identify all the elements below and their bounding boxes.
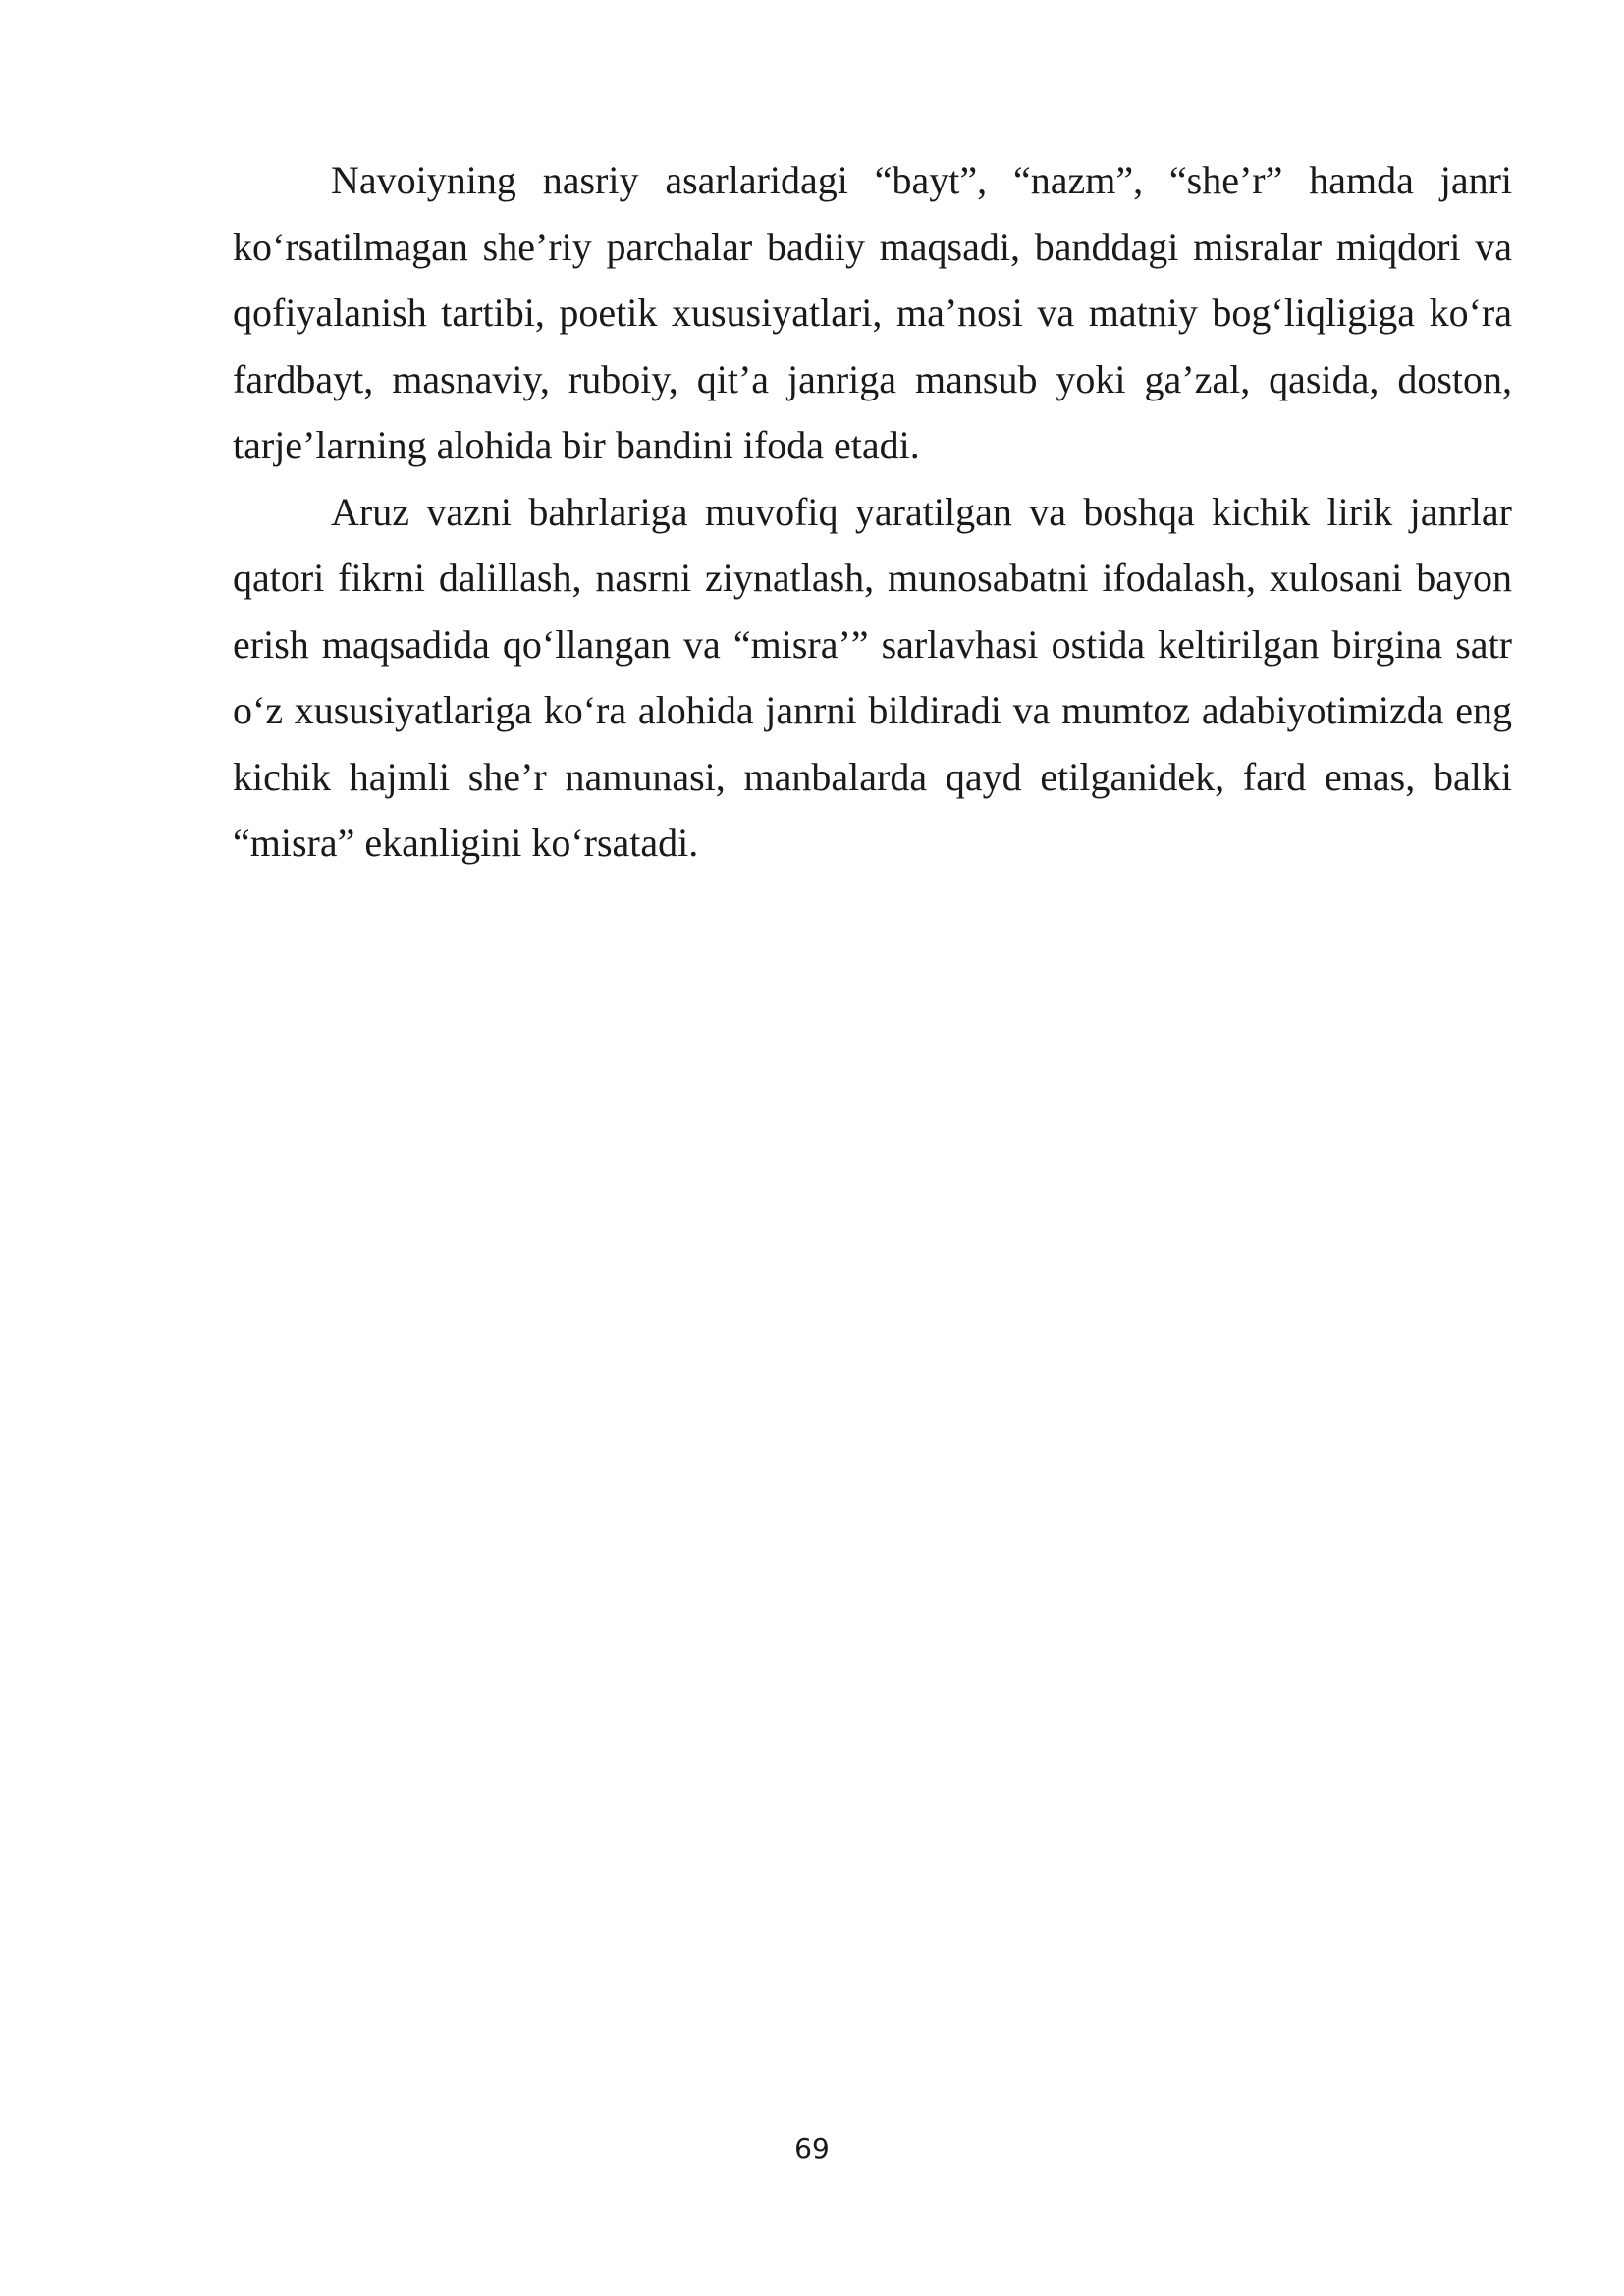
paragraph: Navoiyning nasriy asarlaridagi “bayt”, “nazm”, “she’r” hamda janri ko‘rsatilmagan she’riy parchalar badiiy maqsadi, banddagi misralar miqdori va qofiyalanish tartibi, poetik xususiyatlari, ma’nosi va matniy bog‘liqligiga ko‘ra fardbayt, masnaviy, ruboiy, qit’a janriga mansub yoki ga’zal, qasida, doston, tarje’larning alohida bir bandini ifoda etadi. [233,158,1512,467]
body-text [233,147,1512,877]
paragraph: Aruz vazni bahrlariga muvofiq yaratilgan va boshqa kichik lirik janrlar qatori fikrni dalillash, nasrni ziynatlash, munosabatni ifodalash, xulosani bayon erish maqsadida qo‘llangan va “misra’” sarlavhasi ostida keltirilgan birgina satr o‘z xususiyatlariga ko‘ra alohida janrni bildiradi va mumtoz adabiyotimizda eng kichik hajmli she’r namunasi, manbalarda qayd etilganidek, fard emas, balki “misra” ekanligini ko‘rsatadi. [233,489,1512,865]
page-number: 69 [794,2132,830,2164]
